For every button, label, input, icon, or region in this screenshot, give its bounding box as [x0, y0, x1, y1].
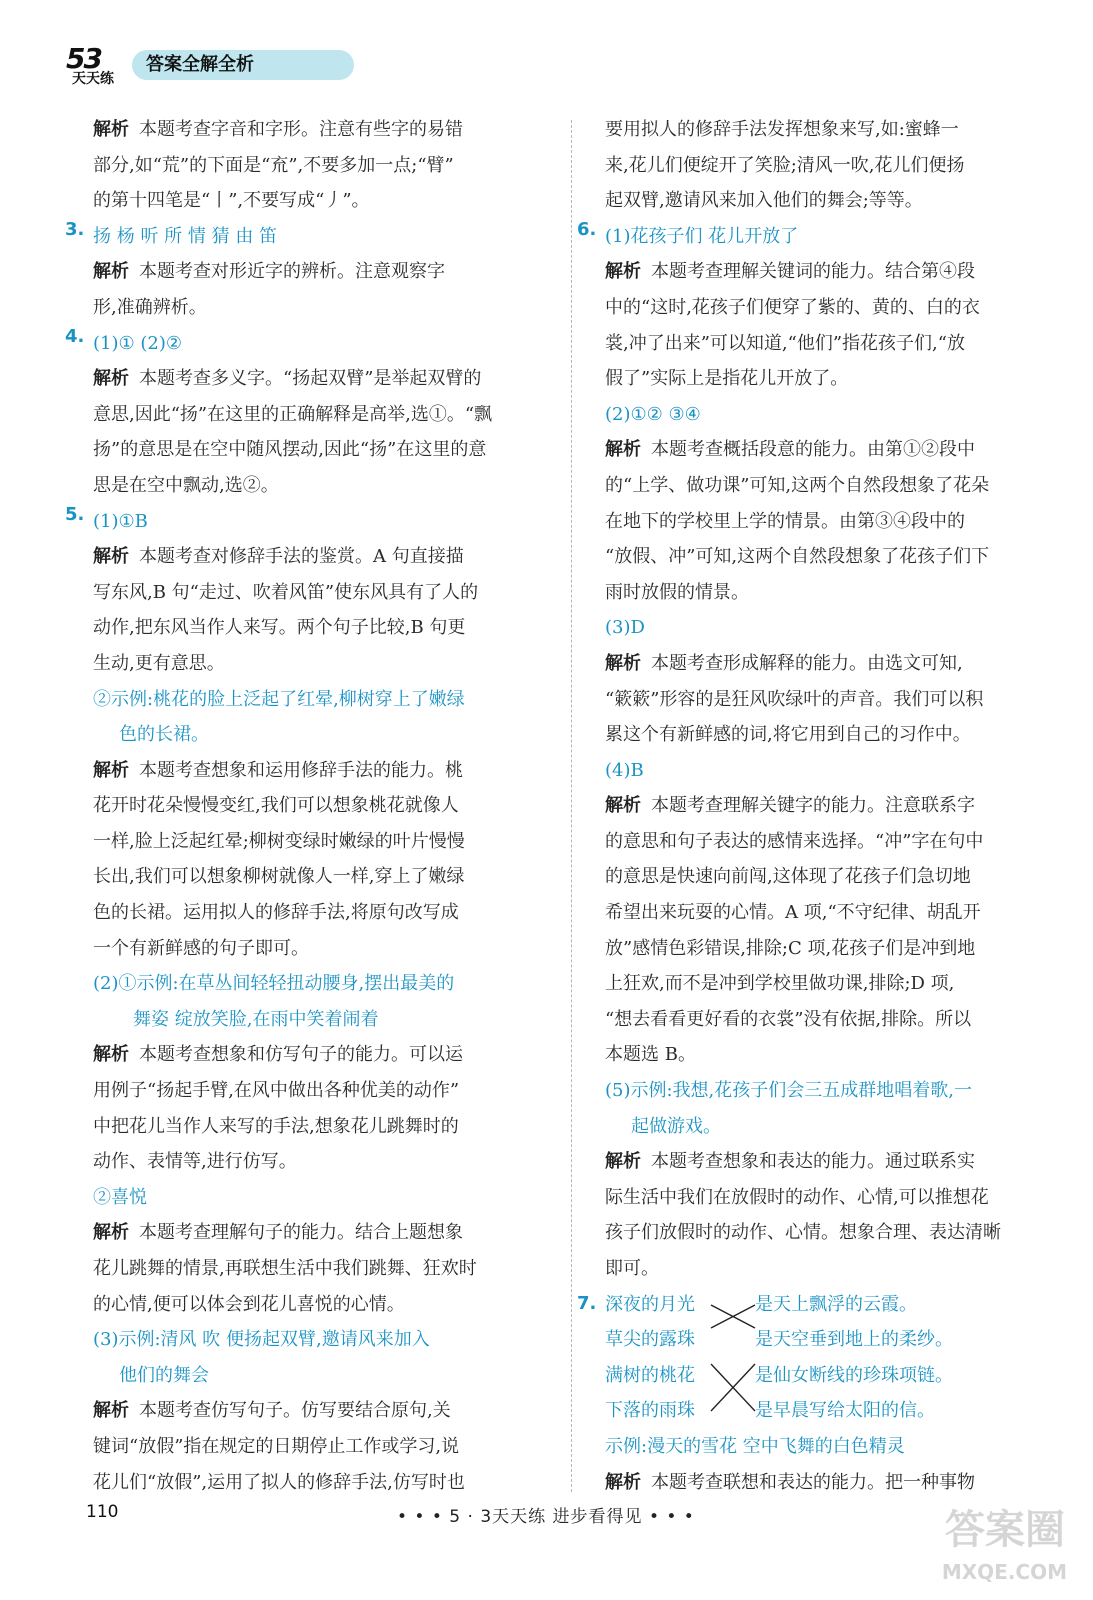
text-line: 本题考查字音和字形。注意有些字的易错 [139, 119, 463, 140]
question-number: 3. [65, 218, 85, 240]
answer-text: 起做游戏。 [631, 1115, 721, 1137]
text-line: 起双臂,邀请风来加入他们的舞会;等等。 [605, 190, 923, 212]
footer-slogan: • • • 5 · 3天天练 进步看得见 • • • [397, 1507, 695, 1527]
analysis-label: 解析 [93, 1044, 129, 1066]
answer-text: (1)① (2)② [93, 332, 182, 354]
answer-text: 示例:漫天的雪花 空中飞舞的白色精灵 [605, 1435, 905, 1457]
match-left-item: 满树的桃花 [605, 1364, 695, 1386]
text-line: 的“上学、做功课”可知,这两个自然段想象了花朵 [605, 474, 990, 496]
match-right-item: 是早晨写给太阳的信。 [755, 1400, 935, 1422]
analysis-label: 解析 [605, 261, 641, 283]
text-line: 本题考查形成解释的能力。由选文可知, [651, 652, 963, 674]
analysis-label: 解析 [605, 439, 641, 461]
answer-text: ②示例:桃花的脸上泛起了红晕,柳树穿上了嫩绿 [93, 688, 465, 710]
text-line: 即可。 [605, 1258, 659, 1279]
text-line: 希望出来玩耍的心情。A 项,“不守纪律、胡乱开 [605, 902, 981, 924]
text-line: 要用拟人的修辞手法发挥想象来写,如:蜜蜂一 [605, 119, 959, 140]
column-divider [571, 120, 572, 1492]
brand-logo [58, 38, 124, 90]
text-line: “簌簌”形容的是狂风吹绿叶的声音。我们可以积 [605, 688, 984, 710]
text-line: 动作,把东风当作人来写。两个句子比较,B 句更 [93, 617, 466, 639]
text-line: 的心情,便可以体会到花儿喜悦的心情。 [93, 1293, 405, 1315]
answer-text: (4)B [605, 759, 644, 781]
analysis-label: 解析 [93, 119, 129, 140]
text-line: 在地下的学校里上学的情景。由第③④段中的 [605, 510, 965, 532]
analysis-label: 解析 [93, 1222, 129, 1244]
text-line: 本题考查理解关键字的能力。注意联系字 [651, 795, 975, 817]
text-line: 中把花儿当作人来写的手法,想象花儿跳舞时的 [93, 1115, 459, 1137]
text-line: 本题选 B。 [605, 1044, 696, 1066]
text-line: 假了”实际上是指花儿开放了。 [605, 368, 849, 390]
analysis-label: 解析 [93, 759, 129, 781]
text-line: 一个有新鲜感的句子即可。 [93, 937, 309, 959]
text-line: 用例子“扬起手臂,在风中做出各种优美的动作” [93, 1080, 460, 1102]
answer-text: 他们的舞会 [119, 1364, 209, 1386]
text-line: 一样,脸上泛起红晕;柳树变绿时嫩绿的叶片慢慢 [93, 830, 465, 852]
analysis-label: 解析 [605, 652, 641, 674]
question-number: 7. [577, 1292, 597, 1314]
text-line: 际生活中我们在放假时的动作、心情,可以推想花 [605, 1186, 989, 1208]
text-line: 本题考查理解关键词的能力。结合第④段 [651, 261, 975, 283]
text-line: 花开时花朵慢慢变红,我们可以想象桃花就像人 [93, 795, 459, 817]
analysis-label: 解析 [93, 1400, 129, 1422]
text-line: 生动,更有意思。 [93, 652, 225, 674]
right-column [577, 112, 1048, 1500]
analysis-label: 解析 [93, 261, 129, 283]
text-line: 雨时放假的情景。 [605, 581, 749, 603]
answer-text: 色的长裙。 [119, 724, 209, 746]
question-number: 5. [65, 503, 85, 525]
text-line: 色的长裙。运用拟人的修辞手法,将原句改写成 [93, 902, 459, 924]
matching-exercise [577, 1287, 1048, 1429]
watermark-url: MXQE.COM [941, 1560, 1067, 1584]
text-line: 本题考查想象和表达的能力。通过联系实 [651, 1151, 975, 1173]
match-left-item: 草尖的露珠 [605, 1329, 695, 1351]
text-line: 来,花儿们便绽开了笑脸;清风一吹,花儿们便扬 [605, 154, 965, 176]
text-line: 部分,如“荒”的下面是“㐬”,不要多加一点;“臂” [93, 154, 454, 176]
text-line: 本题考查概括段意的能力。由第①②段中 [651, 439, 975, 461]
answer-text: (1)①B [93, 510, 148, 532]
answer-text: (3)D [605, 617, 645, 639]
text-line: 动作、表情等,进行仿写。 [93, 1151, 297, 1173]
text-line: 孩子们放假时的动作、心情。想象合理、表达清晰 [605, 1222, 1001, 1244]
text-line: 放”感情色彩错误,排除;C 项,花孩子们是冲到地 [605, 937, 976, 959]
text-line: 累这个有新鲜感的词,将它用到自己的习作中。 [605, 724, 971, 746]
page-number: 110 [86, 1502, 119, 1522]
question-number: 4. [65, 325, 85, 347]
answer-text: 舞姿 绽放笑脸,在雨中笑着闹着 [133, 1008, 379, 1030]
answer-text: (3)示例:清风 吹 便扬起双臂,邀请风来加入 [93, 1329, 430, 1351]
text-line: 键词“放假”指在规定的日期停止工作或学习,说 [93, 1435, 460, 1457]
text-line: 裳,冲了出来”可以知道,“他们”指花孩子们,“放 [605, 332, 965, 354]
text-line: 写东风,B 句“走过、吹着风笛”使东风具有了人的 [93, 581, 479, 603]
text-line: 的意思是快速向前闯,这体现了花孩子们急切地 [605, 866, 971, 888]
answer-text: (2)①示例:在草丛间轻轻扭动腰身,摆出最美的 [93, 973, 455, 995]
text-line: 意思,因此“扬”在这里的正确解释是高举,选①。“飘 [93, 403, 493, 425]
answer-text: (5)示例:我想,花孩子们会三五成群地唱着歌,一 [605, 1080, 973, 1102]
text-line: 思是在空中飘动,选②。 [93, 474, 279, 496]
text-line: 本题考查联想和表达的能力。把一种事物 [651, 1471, 975, 1493]
text-line: 形,准确辨析。 [93, 296, 207, 318]
logo-text: 天天练 [72, 71, 114, 87]
text-line: 本题考查想象和运用修辞手法的能力。桃 [139, 759, 463, 781]
text-line: 本题考查想象和仿写句子的能力。可以运 [139, 1044, 463, 1066]
text-line: 花儿跳舞的情景,再联想生活中我们跳舞、狂欢时 [93, 1258, 477, 1279]
match-right-item: 是天上飘浮的云霞。 [755, 1293, 917, 1315]
text-line: 花儿们“放假”,运用了拟人的修辞手法,仿写时也 [93, 1471, 465, 1493]
analysis-label: 解析 [605, 1471, 641, 1493]
match-right-item: 是仙女断线的珍珠项链。 [755, 1364, 953, 1386]
analysis-label: 解析 [93, 368, 129, 390]
text-line: 扬”的意思是在空中随风摆动,因此“扬”在这里的意 [93, 439, 487, 461]
text-line: 本题考查对修辞手法的鉴赏。A 句直接描 [139, 546, 464, 568]
question-number: 6. [577, 218, 597, 240]
text-line: 本题考查理解句子的能力。结合上题想象 [139, 1222, 463, 1244]
matching-lines [605, 1287, 1048, 1430]
left-column [65, 112, 540, 1500]
text-line: 中的“这时,花孩子们便穿了紫的、黄的、白的衣 [605, 296, 980, 318]
match-right-item: 是天空垂到地上的柔纱。 [755, 1329, 953, 1351]
text-line: 本题考查多义字。“扬起双臂”是举起双臂的 [139, 368, 482, 390]
text-line: 本题考查仿写句子。仿写要结合原句,关 [139, 1400, 451, 1422]
logo-number: 53 [66, 42, 101, 75]
answer-text: (2)①② ③④ [605, 403, 701, 425]
section-title: 答案全解全析 [132, 50, 354, 80]
text-line: “放假、冲”可知,这两个自然段想象了花孩子们下 [605, 546, 990, 568]
answer-text: ②喜悦 [93, 1186, 147, 1208]
answer-text: 扬 杨 听 所 情 猜 由 笛 [93, 225, 278, 247]
text-line: 本题考查对形近字的辨析。注意观察字 [139, 261, 445, 283]
analysis-label: 解析 [605, 795, 641, 817]
analysis-label: 解析 [605, 1151, 641, 1173]
watermark-text: 答案圈 [945, 1507, 1065, 1553]
text-line: 上狂欢,而不是冲到学校里做功课,排除;D 项, [605, 973, 955, 995]
text-line: “想去看看更好看的衣裳”没有依据,排除。所以 [605, 1008, 972, 1030]
answer-text: (1)花孩子们 花儿开放了 [605, 225, 799, 247]
match-left-item: 下落的雨珠 [605, 1400, 695, 1422]
watermark-logo [923, 1498, 1073, 1594]
text-line: 的第十四笔是“丨”,不要写成“丿”。 [93, 190, 370, 212]
match-left-item: 深夜的月光 [605, 1293, 695, 1315]
analysis-label: 解析 [93, 546, 129, 568]
text-line: 长出,我们可以想象柳树就像人一样,穿上了嫩绿 [93, 866, 465, 888]
text-line: 的意思和句子表达的感情来选择。“冲”字在句中 [605, 830, 984, 852]
